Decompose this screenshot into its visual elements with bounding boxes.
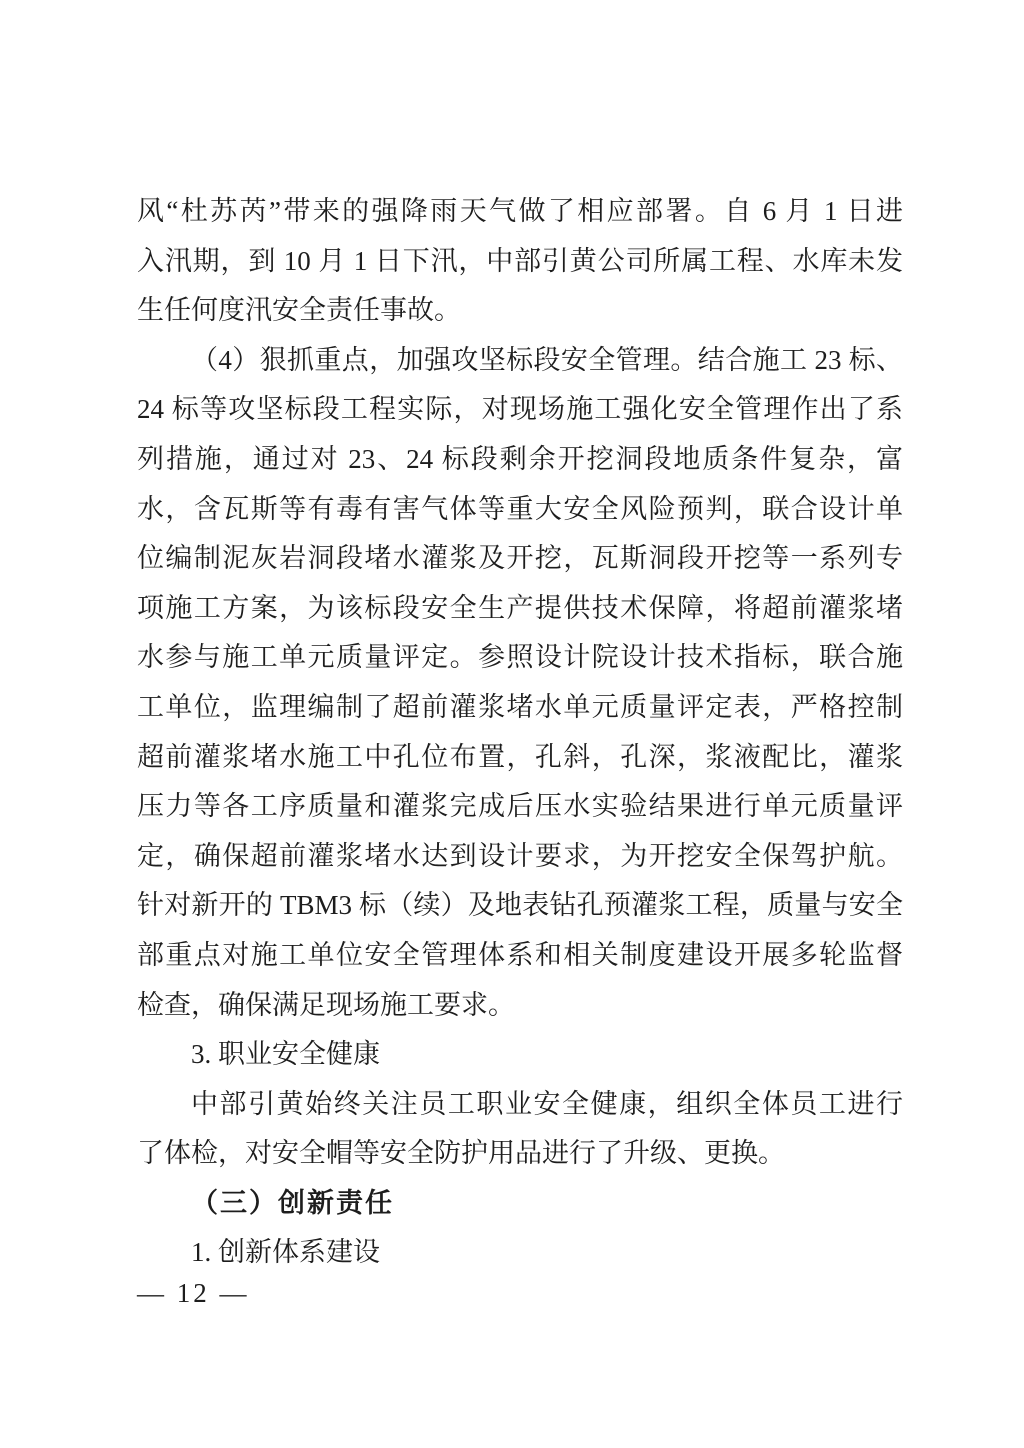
text-line: 3. 职业安全健康 — [191, 1039, 380, 1070]
text-line: 了体检，对安全帽等安全防护用品进行了升级、更换。 — [137, 1138, 785, 1169]
text-line: 检查，确保满足现场施工要求。 — [137, 989, 515, 1020]
page-number: — 12 — — [137, 1278, 250, 1308]
text-line: 水，含瓦斯等有毒有害气体等重大安全风险预判，联合设计单 — [137, 493, 903, 524]
text-line: 项施工方案，为该标段安全生产提供技术保障，将超前灌浆堵 — [137, 592, 903, 623]
section-heading-line: （三）创新责任 — [191, 1187, 394, 1218]
text-line: （4）狠抓重点，加强攻坚标段安全管理。结合施工 23 标、 — [191, 344, 903, 375]
text-line: 定，确保超前灌浆堵水达到设计要求，为开挖安全保驾护航。 — [137, 840, 903, 871]
text-line: 风“杜苏芮”带来的强降雨天气做了相应部署。自 6 月 1 日进 — [137, 196, 903, 226]
text-line: 中部引黄始终关注员工职业安全健康，组织全体员工进行 — [191, 1088, 903, 1119]
text-line: 位编制泥灰岩洞段堵水灌浆及开挖，瓦斯洞段开挖等一系列专 — [137, 543, 903, 574]
text-line: 1. 创新体系建设 — [191, 1237, 380, 1268]
text-line: 部重点对施工单位安全管理体系和相关制度建设开展多轮监督 — [137, 939, 903, 970]
text-line: 水参与施工单元质量评定。参照设计院设计技术指标，联合施 — [137, 642, 903, 673]
text-line: 入汛期，到 10 月 1 日下汛，中部引黄公司所属工程、水库未发 — [137, 245, 903, 276]
text-line: 超前灌浆堵水施工中孔位布置，孔斜，孔深，浆液配比，灌浆 — [137, 741, 903, 772]
text-line: 24 标等攻坚标段工程实际，对现场施工强化安全管理作出了系 — [137, 394, 903, 425]
text-line: 列措施，通过对 23、24 标段剩余开挖洞段地质条件复杂，富 — [137, 443, 903, 474]
text-line: 针对新开的 TBM3 标（续）及地表钻孔预灌浆工程，质量与安全 — [137, 890, 903, 921]
document-body — [137, 187, 903, 1278]
text-line: 生任何度汛安全责任事故。 — [137, 295, 461, 326]
text-line: 工单位，监理编制了超前灌浆堵水单元质量评定表，严格控制 — [137, 691, 903, 722]
text-line: 压力等各工序质量和灌浆完成后压水实验结果进行单元质量评 — [137, 791, 903, 822]
